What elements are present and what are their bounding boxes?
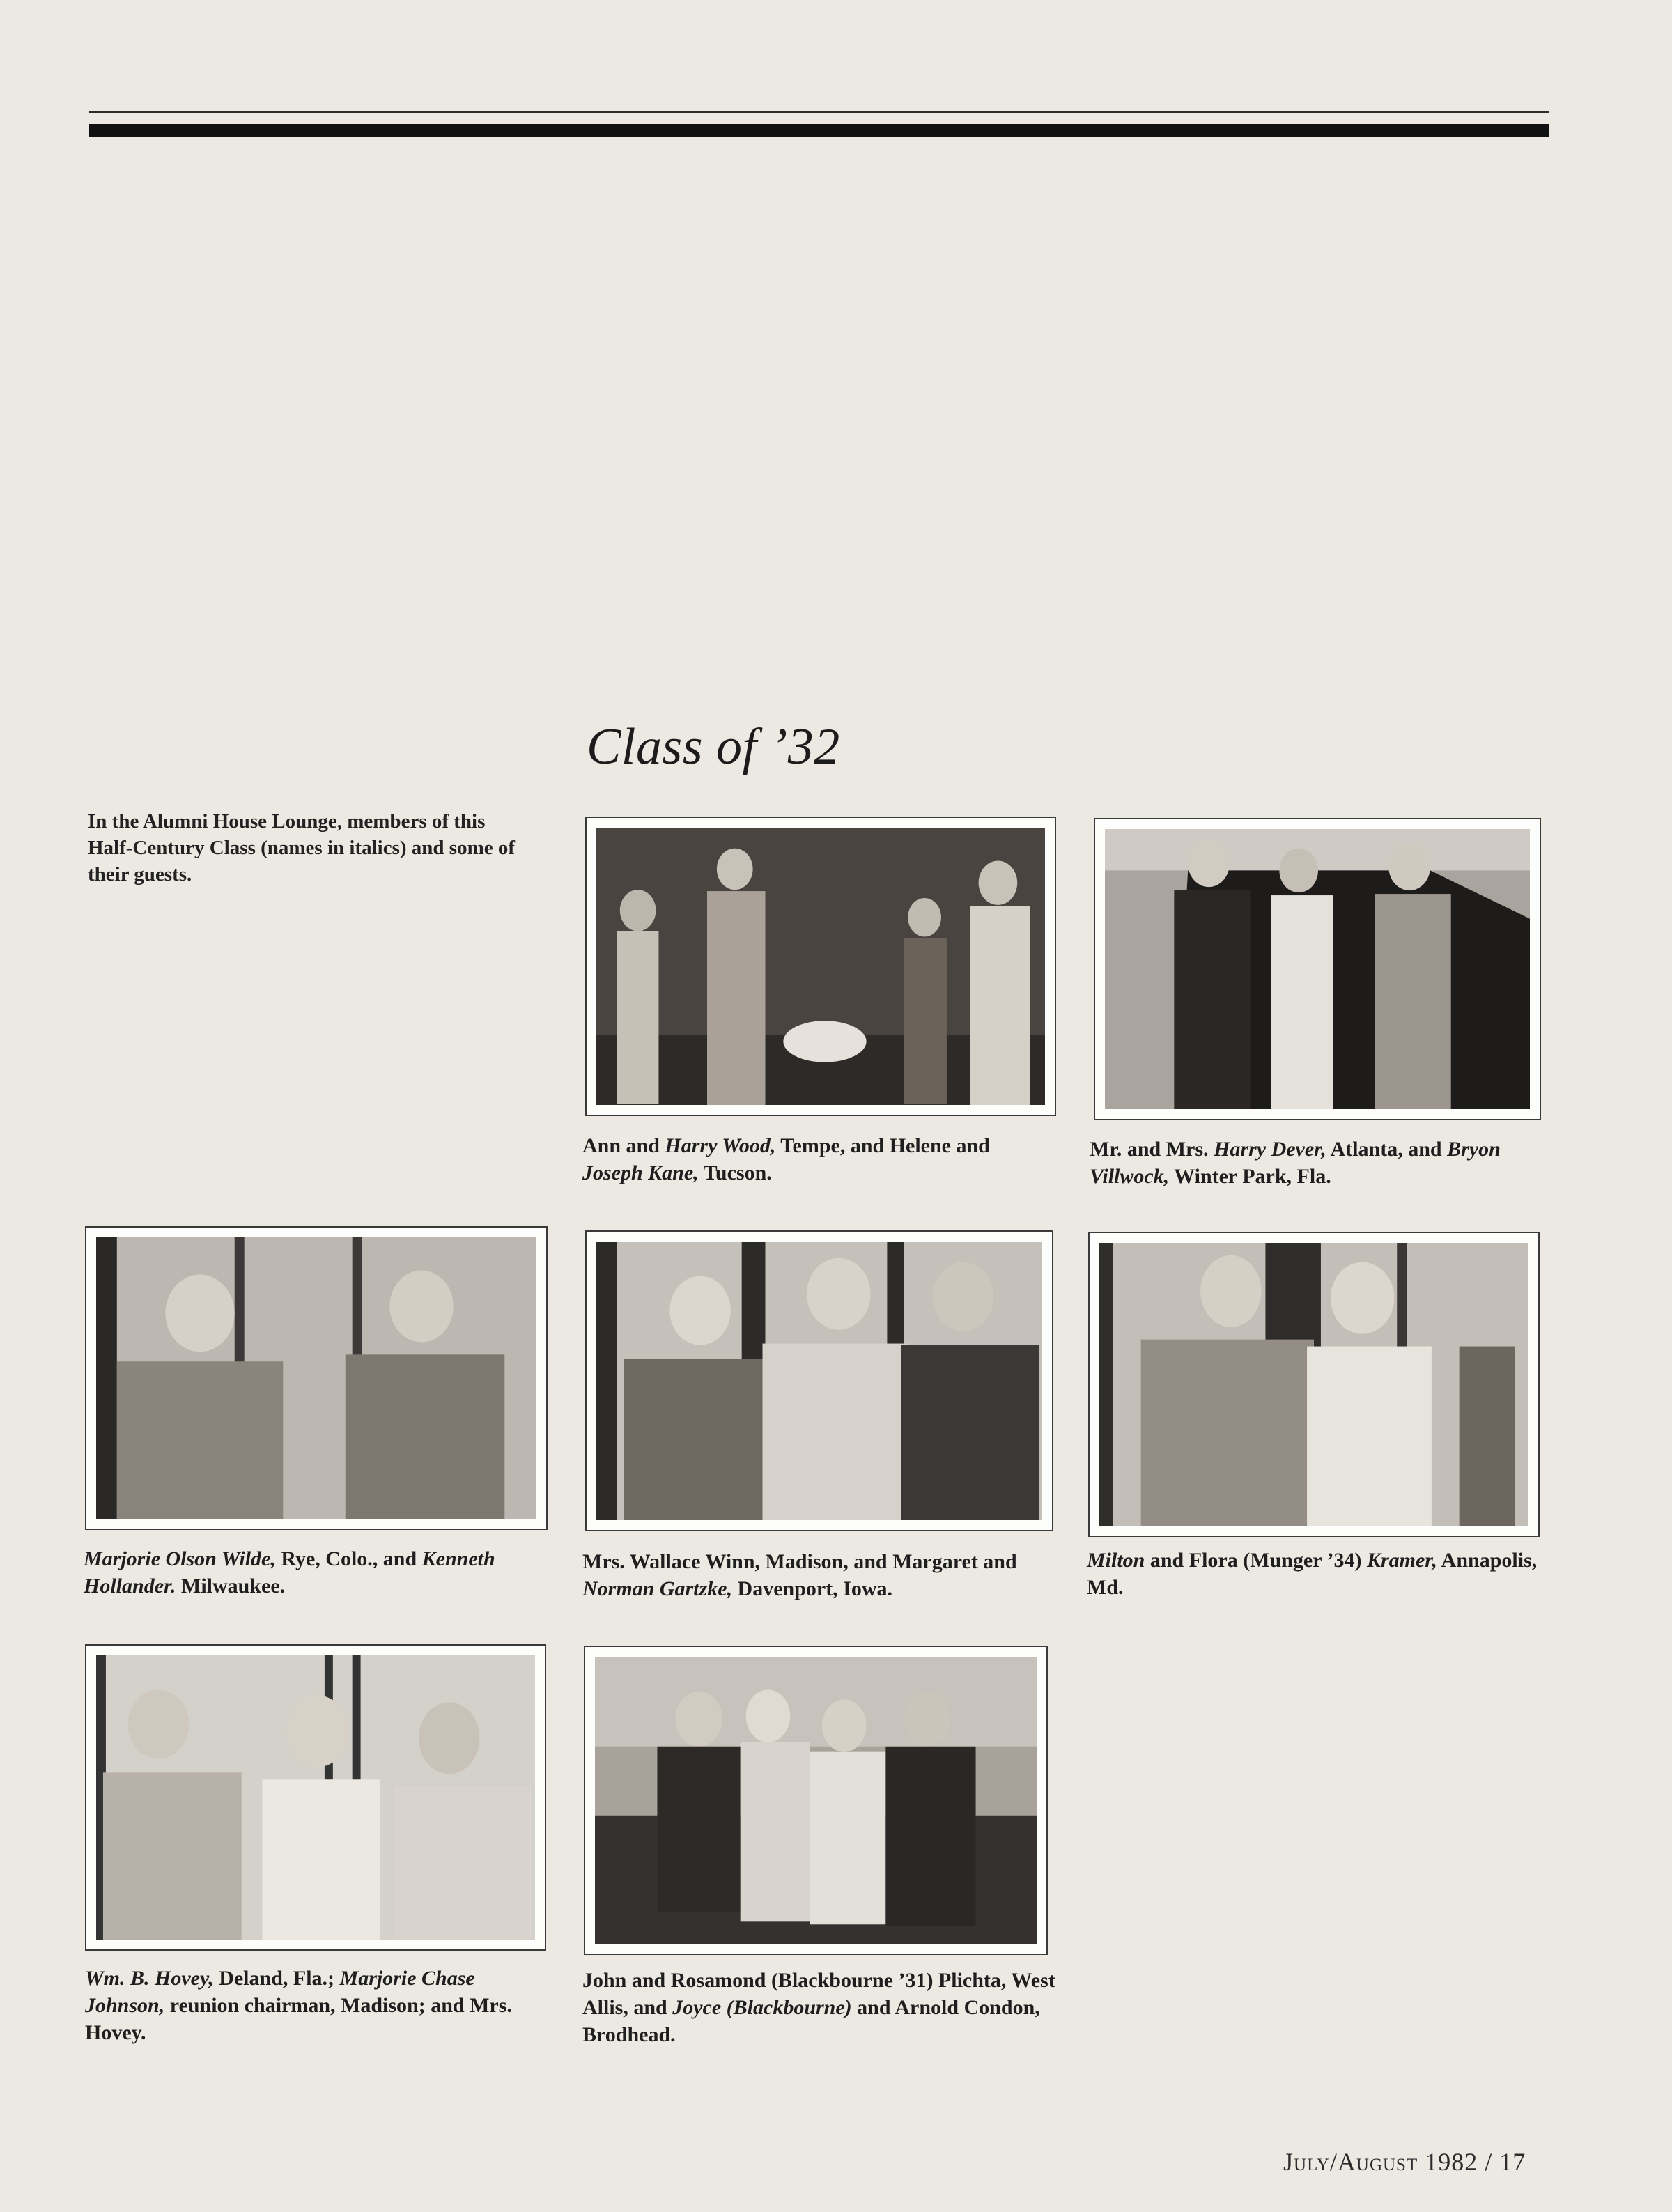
caption-name: Kramer, [1366, 1549, 1437, 1572]
caption-text: Ann and [582, 1134, 665, 1157]
folio-month: July/August [1283, 2148, 1418, 2176]
caption-text: Atlanta, and [1326, 1138, 1448, 1161]
caption-name: Harry Dever, [1214, 1138, 1326, 1161]
caption-name: Kenneth Hollander. [84, 1547, 495, 1598]
caption-winn-gartzke [582, 1548, 1056, 1602]
caption-text: Milwaukee. [176, 1575, 286, 1598]
photo-image [1105, 829, 1530, 1109]
photo-wilde-hollander [85, 1226, 548, 1530]
header-rule-thick [89, 124, 1549, 137]
caption-wilde-hollander [84, 1545, 543, 1600]
caption-text: and Flora (Munger ’34) [1145, 1549, 1367, 1572]
caption-kramer [1087, 1547, 1547, 1601]
caption-name: Wm. B. Hovey, [85, 1967, 214, 1990]
caption-text: Davenport, Iowa. [732, 1577, 893, 1600]
photo-image [596, 828, 1045, 1105]
caption-hovey-johnson [85, 1965, 552, 2046]
caption-plichta-condon [582, 1967, 1056, 2048]
caption-text: John and Rosamond (Blackbourne ’31) Plichta, West Allis, and [582, 1969, 1055, 2019]
caption-text: Deland, Fla.; [213, 1967, 340, 1990]
photo-image [1099, 1243, 1528, 1526]
photo-hovey-johnson [85, 1644, 546, 1951]
caption-text: Winter Park, Fla. [1169, 1165, 1331, 1188]
caption-name: Joseph Kane, [582, 1161, 699, 1184]
caption-wood-kane [582, 1132, 1042, 1186]
folio [1283, 2147, 1526, 2176]
photo-kramer [1088, 1232, 1540, 1537]
caption-text: Mr. and Mrs. [1090, 1138, 1214, 1161]
folio-page: 1982 / 17 [1425, 2148, 1526, 2176]
caption-text: Mrs. Wallace Winn, Madison, and Margaret and [582, 1550, 1017, 1573]
caption-dever-villwock [1090, 1136, 1549, 1190]
photo-image [596, 1242, 1042, 1520]
photo-dever-villwock [1094, 818, 1541, 1120]
caption-text: Annapolis, Md. [1087, 1549, 1538, 1599]
photo-winn-gartzke [585, 1230, 1053, 1531]
header-rule-thin [89, 111, 1549, 113]
photo-wood-kane [585, 817, 1056, 1116]
caption-name: Milton [1087, 1549, 1145, 1572]
photo-image [96, 1655, 535, 1940]
photo-plichta-condon [584, 1646, 1048, 1955]
caption-name: Marjorie Chase Johnson, [85, 1967, 475, 2017]
caption-name: Norman Gartzke, [582, 1577, 733, 1600]
caption-text: Tempe, and Helene and [775, 1134, 990, 1157]
page-title: Class of ’32 [587, 718, 840, 775]
caption-name: Bryon Villwock, [1090, 1138, 1501, 1188]
caption-text: Rye, Colo., and [275, 1547, 422, 1570]
photo-image [96, 1237, 536, 1519]
caption-text: Tucson. [698, 1161, 772, 1184]
caption-name: Harry Wood, [665, 1134, 776, 1157]
caption-name: Marjorie Olson Wilde, [84, 1547, 276, 1570]
caption-text: and Arnold Condon, Brodhead. [582, 1996, 1040, 2046]
caption-text: reunion chairman, Madison; and Mrs. Hovey. [85, 1994, 512, 2044]
caption-name: Joyce (Blackbourne) [672, 1996, 852, 2019]
intro-text: In the Alumni House Lounge, members of this Half-Century Class (names in italics) and some of their guests. [88, 810, 516, 885]
photo-image [595, 1657, 1037, 1944]
